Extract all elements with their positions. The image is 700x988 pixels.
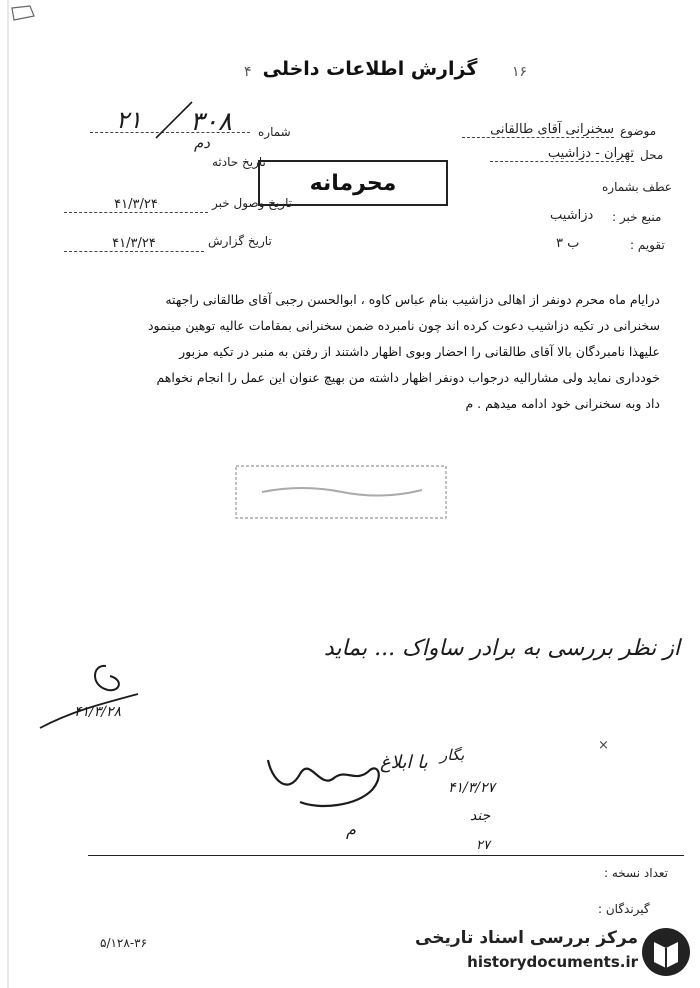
footer-divider (88, 855, 684, 856)
header-left-mark: ۴ (244, 64, 252, 80)
form-code: ۵/۱۲۸-۳۶ (100, 936, 148, 950)
reference-label: عطف بشماره (602, 180, 672, 194)
evaluation-label: تقویم : (630, 238, 665, 252)
report-date-value: ۴۱/۳/۲۴ (64, 236, 204, 252)
body-line: علیهذا نامبردگان بالا آقای طالقانی را احضار وبوی اظهار داشتند از رفتن به منبر در تکیه مزبور (179, 344, 660, 359)
report-title: گزارش اطلاعات داخلی (262, 58, 478, 80)
handwritten-note: از نظر بررسی به برادر ساواک ... بماید (323, 636, 680, 661)
number-label: شماره (258, 125, 291, 139)
signature-right-date: ۴۱/۳/۲۷ (448, 780, 496, 796)
report-body (70, 287, 660, 417)
body-line: درایام ماه محرم دونفر از اهالی دزاشیب بنام عباس کاوه ، ابوالحسن رجبی آقای طالقانی راجهته (165, 292, 660, 307)
recipients-label: گیرندگان : (598, 902, 650, 916)
body-line: داد وبه سخنرانی خود ادامه میدهم . م (465, 396, 660, 411)
location-label: محل (640, 148, 664, 162)
confidential-stamp: محرمانه (258, 160, 448, 206)
body-line: خودداری نماید ولی مشارالیه درجواب دونفر اظهار داشته من بهیچ عنوان این عمل را انجام نخواهم (156, 370, 660, 385)
subject-label: موضوع (620, 124, 657, 138)
number-part-2: ۳۰۸ (190, 107, 232, 137)
number-part-3: دم (194, 134, 210, 152)
location-value: تهران - دزاشیب (490, 146, 634, 162)
signature-right-text: بگار (440, 746, 465, 764)
receipt-date-value: ۴۱/۳/۲۴ (64, 197, 208, 213)
book-logo-icon (640, 926, 692, 978)
subject-value: سخنرانی آقای طالقانی (462, 122, 614, 138)
signature-middle (260, 740, 390, 820)
copies-label: تعداد نسخه : (604, 866, 669, 880)
small-cross: × (598, 738, 609, 753)
initial-mark: م (346, 820, 356, 839)
publisher-url: historydocuments.ir (467, 953, 638, 971)
report-date-label: تاریخ گزارش (208, 234, 272, 248)
bottom-initials: جند (470, 808, 491, 824)
binding-edge (0, 0, 40, 988)
number-part-1: ۲۱ (116, 106, 142, 134)
faded-stamp (232, 462, 450, 524)
signature-middle-text: با ابلاغ (380, 752, 428, 773)
signature-left-text: ۴۱/۳/۲۸ (74, 704, 122, 720)
bottom-date: ۲۷ (476, 838, 490, 853)
source-label: منبع خبر : (612, 210, 662, 224)
incident-date-label: تاریخ حادثه (212, 155, 266, 169)
signature-left (30, 660, 150, 740)
header-right-mark: ۱۶ (512, 64, 528, 80)
number-handwriting (110, 92, 260, 154)
source-value: دزاشیب (550, 208, 594, 223)
body-line: سخنرانی در تکیه دزاشیب دعوت کرده اند چون نامبرده ضمن سخنرانی بمقامات عالیه توهین مینمود (147, 318, 660, 333)
publisher-name: مرکز بررسی اسناد تاریخی (415, 928, 638, 948)
evaluation-value: ب ۳ (556, 236, 580, 251)
receipt-date-label: تاریخ وصول خبر (212, 196, 293, 210)
